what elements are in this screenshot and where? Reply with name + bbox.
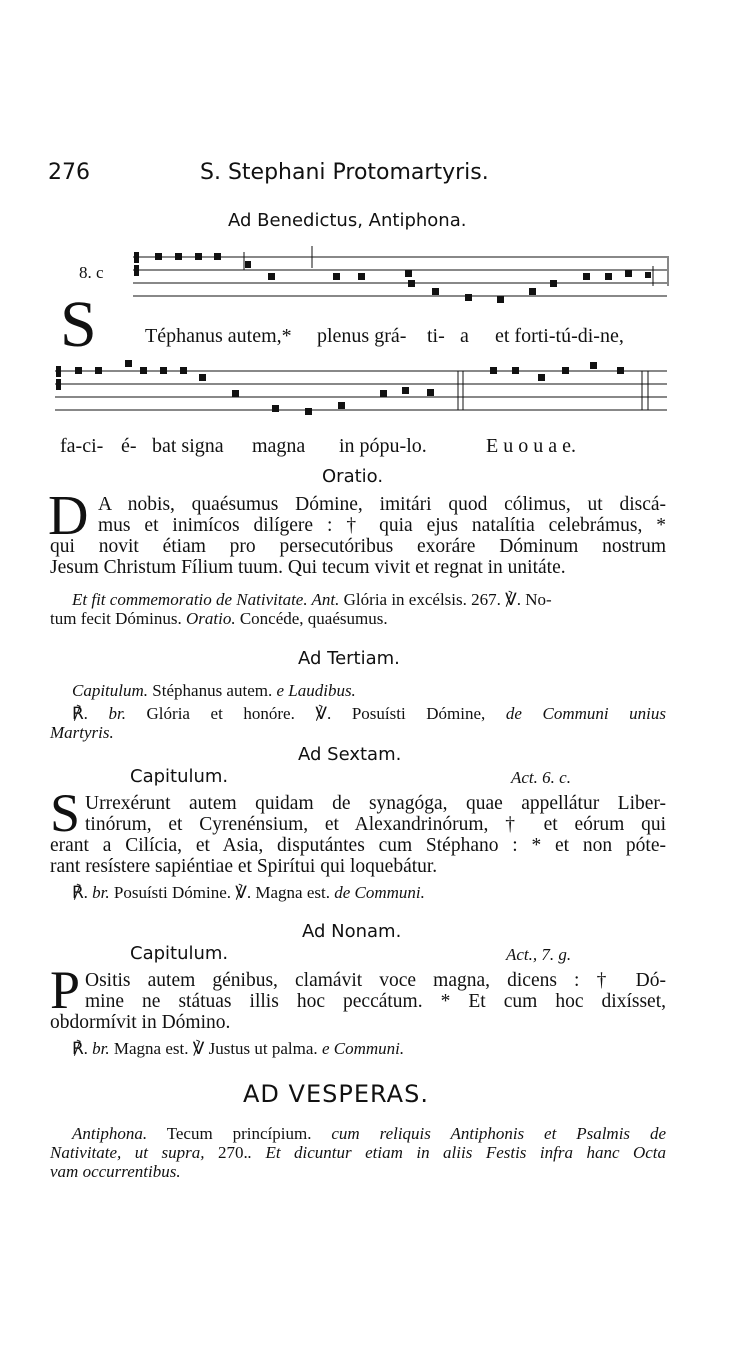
lyric-syl: a bbox=[460, 325, 469, 347]
lyric-syl: Téphanus autem,* bbox=[145, 325, 292, 347]
vesperae-heading: AD VESPERAS. bbox=[243, 1080, 429, 1108]
euouae: E u o u a e. bbox=[486, 435, 576, 457]
lyric-syl: in pópu-lo. bbox=[339, 435, 427, 457]
mode-label: 8. c bbox=[79, 263, 104, 282]
page-number: 276 bbox=[48, 160, 90, 185]
tertia-capitulum: Capitulum. Stéphanus autem. e Laudibus. bbox=[72, 681, 356, 700]
sexta-reference: Act. 6. c. bbox=[511, 768, 571, 787]
nona-heading: Ad Nonam. bbox=[302, 921, 402, 942]
running-title: S. Stephani Protomartyris. bbox=[200, 160, 489, 185]
lyric-syl: ti- bbox=[427, 325, 445, 347]
nona-text: Ositis autem génibus, clamávit voce magna, dicens : † Dó- mine ne státuas illis hoc peccátum. * Et cum hoc dixísset, obdormívit in Dómino. bbox=[50, 970, 666, 1033]
lyric-syl: bat signa bbox=[152, 435, 224, 457]
sexta-text: Urrexérunt autem quidam de synagóga, quae appellátur Liber- tinórum, et Cyrenénsium, et Alexandrinórum, † et eórum qui erant a Cilícia, et Asia, disputántes cum Stéphano : * et non póte- rant resístere sapiéntiae et Spirítui qui loquebátur. bbox=[50, 793, 666, 877]
nona-initial: P bbox=[50, 960, 81, 1020]
oratio-text: A nobis, quaésumus Dómine, imitári quod cólimus, ut discá- mus et inimícos dilígere : † quia ejus natalítia celebrámus, * qui novit étiam pro persecutóribus exoráre Dóminum nostrum Jesum Christum Fílium tuum. Qui tecum vivit et regnat in unitáte. bbox=[50, 494, 666, 578]
c-clef-icon bbox=[134, 252, 139, 276]
oratio-initial: D bbox=[48, 485, 89, 547]
chant-staff-1 bbox=[0, 238, 740, 318]
sexta-capitulum: Capitulum. bbox=[130, 766, 229, 787]
lyric-syl: magna bbox=[252, 435, 306, 457]
vesperae-rubric: Antiphona. Tecum princípium. cum reliquis Antiphonis et Psalmis de Nativitate, ut supra, 270.. Et dicuntur etiam in aliis Festis infra hanc Octa vam occurrentibus. bbox=[50, 1124, 667, 1181]
nona-responsory: ℟. br. Magna est. ℣ Justus ut palma. e Communi. bbox=[72, 1039, 405, 1058]
chant-staff-2 bbox=[0, 352, 740, 422]
sexta-initial: S bbox=[50, 783, 81, 843]
nona-capitulum: Capitulum. bbox=[130, 943, 229, 964]
tertia-responsory: ℟. br. Glória et honóre. ℣. Posuísti Dómine, de Communi unius Martyris. bbox=[50, 704, 667, 742]
lyric-syl: fa-ci- bbox=[60, 435, 104, 457]
nona-reference: Act., 7. g. bbox=[506, 945, 572, 964]
lyric-syl: et forti-tú-di-ne, bbox=[495, 325, 624, 347]
sexta-heading: Ad Sextam. bbox=[298, 744, 402, 765]
commemoratio: Et fit commemoratio de Nativitate. Ant. Glória in excélsis. 267. ℣. No- tum fecit Dóminus. Oratio. Concéde, quaésumus. bbox=[50, 590, 552, 628]
tertia-heading: Ad Tertiam. bbox=[298, 648, 400, 669]
sexta-responsory: ℟. br. Posuísti Dómine. ℣. Magna est. de Communi. bbox=[72, 883, 425, 902]
oratio-heading: Oratio. bbox=[322, 466, 384, 487]
lyric-syl: plenus grá- bbox=[317, 325, 407, 347]
antiphon-heading: Ad Benedictus, Antiphona. bbox=[228, 210, 467, 231]
antiphon-initial: S bbox=[60, 288, 97, 361]
lyric-syl: é- bbox=[121, 435, 137, 457]
